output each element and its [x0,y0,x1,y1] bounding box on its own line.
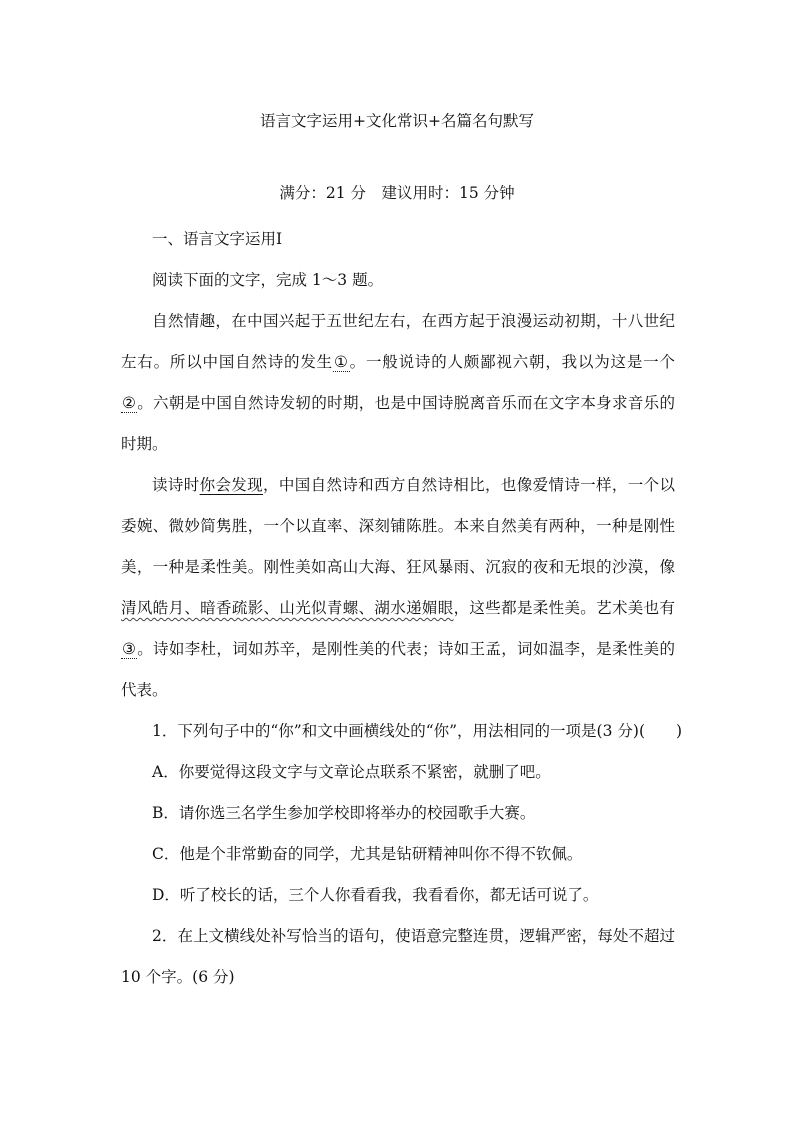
document-body [121,219,683,998]
passage-text: 读诗时 [152,476,200,494]
blank-1: ① [333,353,349,371]
question-1-option-c: C．他是个非常勤奋的同学，尤其是钻研精神叫你不得不钦佩。 [152,845,583,863]
question-2-points: (6 分) [192,968,235,986]
question-1-option-b: B．请你选三名学生参加学校即将举办的校园歌手大赛。 [152,804,536,822]
question-1-option-d: D．听了校长的话，三个人你看看我，我看看你，都无话可说了。 [152,886,599,904]
passage-text: 自然情趣，在中国兴起于五世纪左右，在西方起于浪漫运动初期，十八世纪左右。所以中国自然诗的发生 [121,312,675,371]
reading-instruction: 阅读下面的文字，完成 1～3 题。 [152,271,384,289]
passage-paragraph-2 [121,465,675,711]
passage-paragraph-1 [121,301,675,465]
blank-3: ③ [122,640,137,658]
passage-text: ，这些都是柔性美。艺术美也有 [453,599,675,617]
question-1-option-a: A．你要觉得这段文字与文章论点联系不紧密，就删了吧。 [152,763,551,781]
underlined-phrase: 你会发现 [199,476,264,494]
question-2-text: 2．在上文横线处补写恰当的语句，使语意完整连贯，逻辑严密，每处不超过 10 个字。 [121,927,675,986]
question-2-stem [121,916,675,998]
blank-2: ② [122,394,137,412]
question-1-stem: 1．下列句子中的“你”和文中画横线处的“你”，用法相同的一项是(3 分)( ) [152,722,683,740]
passage-text: ，中国自然诗和西方自然诗相比，也像爱情诗一样，一个以委婉、微妙简隽胜，一个以直率、深刻铺陈胜。本来自然美有两种，一种是刚性美，一种是柔性美。刚性美如高山大海、狂风暴雨、沉寂的夜和无垠的沙漠，像 [121,476,675,576]
passage-text: 。诗如李杜，词如苏辛，是刚性美的代表；诗如王孟，词如温李，是柔性美的代表。 [121,640,675,699]
passage-text: 。一般说诗的人颇鄙视六朝，我以为这是一个 [349,353,675,371]
section-heading: 一、语言文字运用Ⅰ [152,230,283,248]
document-title: 语言文字运用+文化常识+名篇名句默写 [260,112,534,130]
wavy-underlined-phrase: 清风皓月、暗香疏影、山光似青螺、湖水递媚眼 [121,599,454,617]
score-and-time: 满分：21 分 建议用时：15 分钟 [279,184,515,202]
passage-text: 。六朝是中国自然诗发轫的时期，也是中国诗脱离音乐而在文字本身求音乐的时期。 [121,394,675,453]
